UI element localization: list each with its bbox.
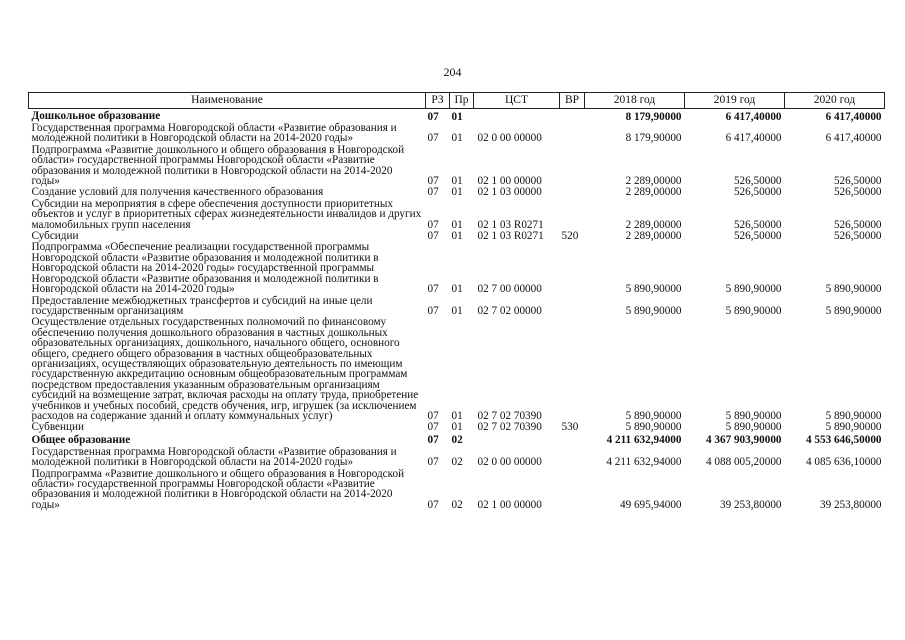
budget-table [28,92,885,510]
row-rz: 07 [427,421,439,434]
table-row [29,144,885,187]
row-pr: 01 [451,132,463,145]
row-2018: 5 890,90000 [625,421,682,434]
row-cst: 02 1 00 00000 [477,498,542,511]
row-vr: 530 [561,421,579,434]
row-2018: 8 179,90000 [625,132,682,145]
row-rz: 07 [427,498,439,511]
header-2018: 2018 год [585,93,685,109]
row-vr [560,186,585,197]
row-rz: 07 [427,110,439,123]
row-2020: 526,50000 [833,230,882,243]
row-name: Подпрограмма «Развитие дошкольного и общего образования в Новгородской области» государственной программы Новгородской области «Развитие образования и молодежной политики в Новгородской области на 2014-2020 годы» [31,467,405,511]
row-2018: 5 890,90000 [625,283,682,296]
row-cst: 02 1 03 R0271 [477,230,544,243]
row-name: Государственная программа Новгородской области «Развитие образования и молодежной политики в Новгородской области на 2014-2020 годы» [31,122,397,145]
row-name: Подпрограмма «Обеспечение реализации государственной программы Новгородской области «Развитие образования и молодежной политики в Новгородской области на 2014-2020 годы» государственной программы Новгородской области «Развитие образования и молодежной политики в Новгородской области на 2014-2020 годы» [31,241,379,296]
row-vr [560,241,585,294]
row-2020: 526,50000 [833,218,882,231]
table-row [29,433,885,446]
row-name: Субсидии [31,230,79,243]
table-body [29,109,885,511]
row-pr: 01 [451,283,463,296]
row-pr: 02 [451,498,463,511]
row-cst: 02 1 03 00000 [477,186,542,199]
row-vr [560,295,585,317]
row-2020: 39 253,80000 [819,498,882,511]
header-cst: ЦСТ [474,93,560,109]
row-name: Дошкольное образование [31,110,161,122]
row-name: Создание условий для получения качественного образования [31,186,324,199]
row-2019: 5 890,90000 [725,421,782,434]
table-row [29,421,885,432]
row-rz: 07 [427,434,439,447]
row-2019: 4 088 005,20000 [705,456,782,469]
row-name: Предоставление межбюджетных трансфертов и субсидий на иные цели государственным организациям [31,294,373,317]
row-name: Государственная программа Новгородской области «Развитие образования и молодежной политики в Новгородской области на 2014-2020 годы» [31,445,397,469]
row-vr [560,468,585,511]
table-row [29,241,885,294]
row-vr [560,433,585,446]
row-2018: 49 695,94000 [619,498,682,511]
row-cst [474,109,560,123]
row-2020: 5 890,90000 [825,304,882,317]
row-2019: 526,50000 [733,186,782,199]
table-row [29,109,885,123]
row-vr [560,446,585,468]
row-2020: 6 417,40000 [825,132,882,145]
row-cst: 02 7 02 70390 [477,421,542,434]
row-2018: 5 890,90000 [625,409,682,422]
header-2019: 2019 год [685,93,785,109]
table-row [29,230,885,241]
row-cst: 02 7 02 70390 [477,409,542,422]
row-rz: 07 [427,456,439,469]
row-2020: 5 890,90000 [825,421,882,434]
row-cst [474,433,560,446]
row-2019: 6 417,40000 [725,110,782,123]
row-2018: 2 289,00000 [625,175,682,188]
table-row [29,295,885,317]
row-rz: 07 [427,230,439,243]
row-2018: 2 289,00000 [625,186,682,199]
row-vr [560,198,585,230]
page-number: 204 [443,65,462,79]
row-vr [560,144,585,187]
row-vr: 520 [561,230,579,243]
header-rz: РЗ [426,93,450,109]
row-rz: 07 [427,132,439,145]
row-pr: 01 [451,218,463,231]
row-pr: 01 [451,110,463,123]
row-2019: 4 367 903,90000 [705,434,782,447]
row-2019: 6 417,40000 [725,132,782,145]
row-2020: 526,50000 [833,175,882,188]
row-2018: 5 890,90000 [625,304,682,317]
row-rz: 07 [427,304,439,317]
row-vr [560,109,585,123]
row-2019: 526,50000 [733,175,782,188]
row-2019: 5 890,90000 [725,409,782,422]
table-row [29,198,885,230]
row-name: Подпрограмма «Развитие дошкольного и общего образования в Новгородской области» государственной программы Новгородской области «Развитие образования и молодежной политики в Новгородской области на 2014-2020 годы» [31,143,405,188]
row-2020: 6 417,40000 [825,110,882,123]
row-pr: 01 [451,186,463,199]
table-row [29,316,885,421]
row-cst: 02 1 00 00000 [477,175,542,188]
table-row [29,122,885,144]
row-cst: 02 7 02 00000 [477,304,542,317]
row-name: Общее образование [31,433,131,446]
row-vr [560,122,585,144]
row-2019: 39 253,80000 [719,498,782,511]
row-pr: 02 [451,456,463,469]
row-pr: 01 [451,175,463,188]
row-pr: 01 [451,304,463,317]
row-pr: 02 [451,434,463,447]
table-row [29,186,885,197]
row-2018: 4 211 632,94000 [606,456,682,469]
row-cst: 02 1 03 R0271 [477,218,544,231]
header-2020: 2020 год [785,93,885,109]
table-row [29,468,885,511]
row-2018: 8 179,90000 [625,110,682,123]
row-cst: 02 7 00 00000 [477,283,542,296]
header-vr: ВР [560,93,585,109]
row-cst: 02 0 00 00000 [477,132,542,145]
row-2020: 526,50000 [833,186,882,199]
row-2019: 5 890,90000 [725,283,782,296]
row-2018: 4 211 632,94000 [606,434,682,447]
row-2018: 2 289,00000 [625,218,682,231]
row-name: Осуществление отдельных государственных полномочий по финансовому обеспечению получения дошкольного образования в частных дошкольных образовательных организациях, дошкольного, начального общего, основного общего, среднего общего образования в частных общеобразовательных организациях, осуществляющих образовательную деятельность по имеющим государственную аккредитацию основным общеобразовательным программам посредством предоставления указанным образовательным организациям субсидий на возмещение затрат, включая расходы на оплату труда, приобретение учебников и учебных пособий, средств обучения, игр, игрушек (за исключением расходов на содержание зданий и оплату коммунальных услуг) [31,316,419,422]
table-row [29,446,885,468]
row-rz: 07 [427,409,439,422]
row-rz: 07 [427,186,439,199]
row-cst: 02 0 00 00000 [477,456,542,469]
row-2020: 5 890,90000 [825,283,882,296]
row-pr: 01 [451,230,463,243]
row-2020: 5 890,90000 [825,409,882,422]
row-rz: 07 [427,283,439,296]
header-name: Наименование [29,93,426,109]
row-name: Субвенции [31,421,84,434]
table-header [29,93,885,109]
header-pr: Пр [450,93,474,109]
row-pr: 01 [451,421,463,434]
row-rz: 07 [427,175,439,188]
row-rz: 07 [427,218,439,231]
row-2019: 526,50000 [733,218,782,231]
row-2018: 2 289,00000 [625,230,682,243]
row-2019: 526,50000 [733,230,782,243]
row-vr [560,316,585,421]
row-2020: 4 085 636,10000 [805,456,882,469]
row-pr: 01 [451,409,463,422]
row-2019: 5 890,90000 [725,304,782,317]
row-name: Субсидии на мероприятия в сфере обеспечения доступности приоритетных объектов и услуг в приоритетных сферах жизнедеятельности инвалидов и других маломобильных групп населения [31,197,422,231]
row-2020: 4 553 646,50000 [805,434,882,447]
